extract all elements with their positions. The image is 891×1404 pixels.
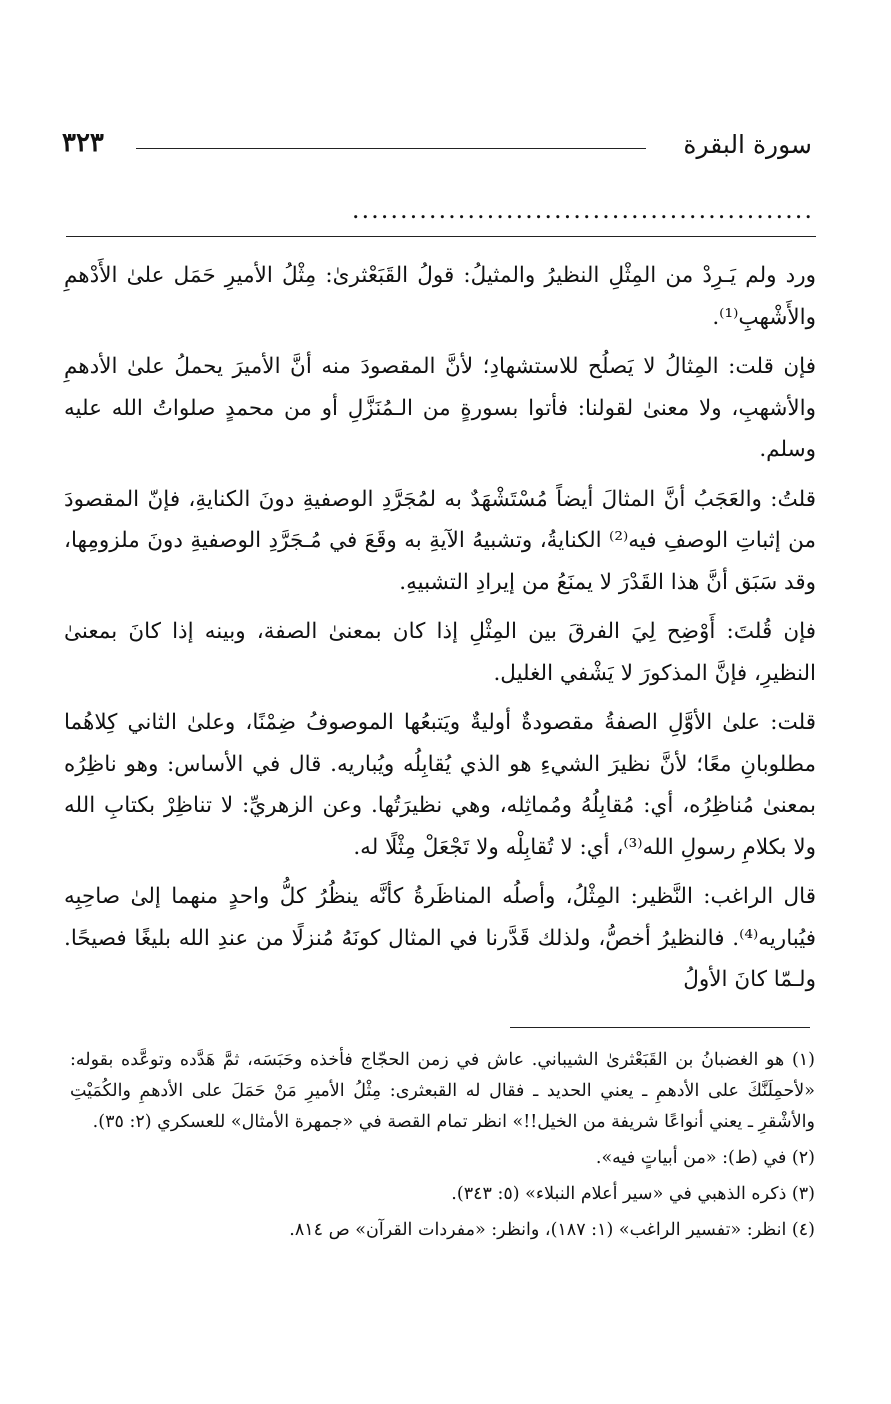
- paragraph: ورد ولم يَـرِدْ من المِثْلِ النظيرُ والمثيلُ: قولُ القَبَعْثرىٰ: مِثْلُ الأميرِ حَمَل علىٰ الأَدْهمِ والأَشْهبِ⁽¹⁾.: [64, 263, 816, 330]
- running-title: سورة البقرة: [683, 130, 812, 159]
- paragraph: قلتُ: والعَجَبُ أنَّ المثالَ أيضاً مُسْتَشْهَدٌ به لمُجَرَّدِ الوصفيةِ دونَ الكنايةِ، فإنّ المقصودَ من إثباتِ الوصفِ فيه⁽²⁾ الكنايةُ، وتشبيهُ الآيةِ به وقَعَ في مُـجَرَّدِ الوصفيةِ دونَ ملزومِها، وقد سَبَق أنَّ هذا القَدْرَ لا يمنَعُ من إيرادِ التشبيهِ.: [64, 486, 816, 595]
- header-rule: [136, 148, 646, 149]
- footnote: (٣) ذكره الذهبي في «سير أعلام النبلاء» (٥: ٣٤٣).: [451, 1184, 815, 1204]
- dotted-separator: ................................................: [351, 200, 814, 220]
- top-separator-rule: [66, 236, 816, 237]
- footnote: (٤) انظر: «تفسير الراغب» (١: ١٨٧)، وانظر: «مفردات القرآن» ص ٨١٤.: [289, 1220, 815, 1240]
- main-text: [64, 255, 816, 1009]
- footnotes: [70, 1045, 815, 1251]
- page-header: [62, 126, 814, 166]
- footnote-separator: [510, 1027, 810, 1028]
- footnote: (١) هو الغضبانُ بن القَبَعْثرىٰ الشيباني. عاش في زمن الحجّاج فأخذه وحَبَسَه، ثمَّ هَدَّده وتوعَّده بقوله: «لأحمِلَنَّكَ على الأدهمِ ـ يعني الحديد ـ فقال له القبعثرى: مِثْلُ الأميرِ مَنْ حَمَلَ على الأدهمِ والكُمَيْتِ والأشْقرِ ـ يعني أنواعًا شريفة من الخيل!!» انظر تمام القصة في «جمهرة الأمثال» للعسكري (٢: ٣٥).: [70, 1050, 815, 1132]
- paragraph: قلت: علىٰ الأوَّلِ الصفةُ مقصودةٌ أوليةٌ ويَتبعُها الموصوفُ ضِمْنًا، وعلىٰ الثاني كِلاهُما مطلوبانِ معًا؛ لأنَّ نظيرَ الشيءِ هو الذي يُقابِلُه ويُباريه. قال في الأساس: وهو ناظِرُه بمعنىٰ مُناظِرُه، أي: مُقابِلُهُ ومُماثِله، وهي نظيرَتُها. وعن الزهريِّ: لا تناظِرْ بكتابِ الله ولا بكلامِ رسولِ الله⁽³⁾، أي: لا تُقابِلْه ولا تَجْعَلْ مِثْلًا له.: [64, 710, 816, 860]
- footnote: (٢) في (ط): «من أبياتٍ فيه».: [595, 1148, 815, 1168]
- paragraph: فإن قُلتَ: أَوْضِح لِيَ الفرقَ بين المِثْلِ إذا كان بمعنىٰ الصفة، وبينه إذا كانَ بمعنىٰ النظيرِ، فإنَّ المذكورَ لا يَشْفي الغليل.: [64, 619, 816, 686]
- paragraph: فإن قلت: المِثالُ لا يَصلُح للاستشهادِ؛ لأنَّ المقصودَ منه أنَّ الأميرَ يحملُ علىٰ الأدهمِ والأشهبِ، ولا معنىٰ لقولنا: فأتوا بسورةٍ من الـمُنَزَّلِ أو من محمدٍ صلواتُ الله عليه وسلم.: [64, 354, 816, 462]
- paragraph: قال الراغب: النَّظير: المِثْلُ، وأصلُه المناظَرةُ كأنَّه ينظُرُ كلُّ واحدٍ منهما إلىٰ صاحِبِه فيُباريه⁽⁴⁾. فالنظيرُ أخصُّ، ولذلك قَدَّرنا في المثال كونَهُ مُنزلًا من عندِ الله بليغًا فصيحًا. ولـمّا كانَ الأولُ: [64, 884, 816, 992]
- page-number: ٣٢٣: [62, 128, 104, 158]
